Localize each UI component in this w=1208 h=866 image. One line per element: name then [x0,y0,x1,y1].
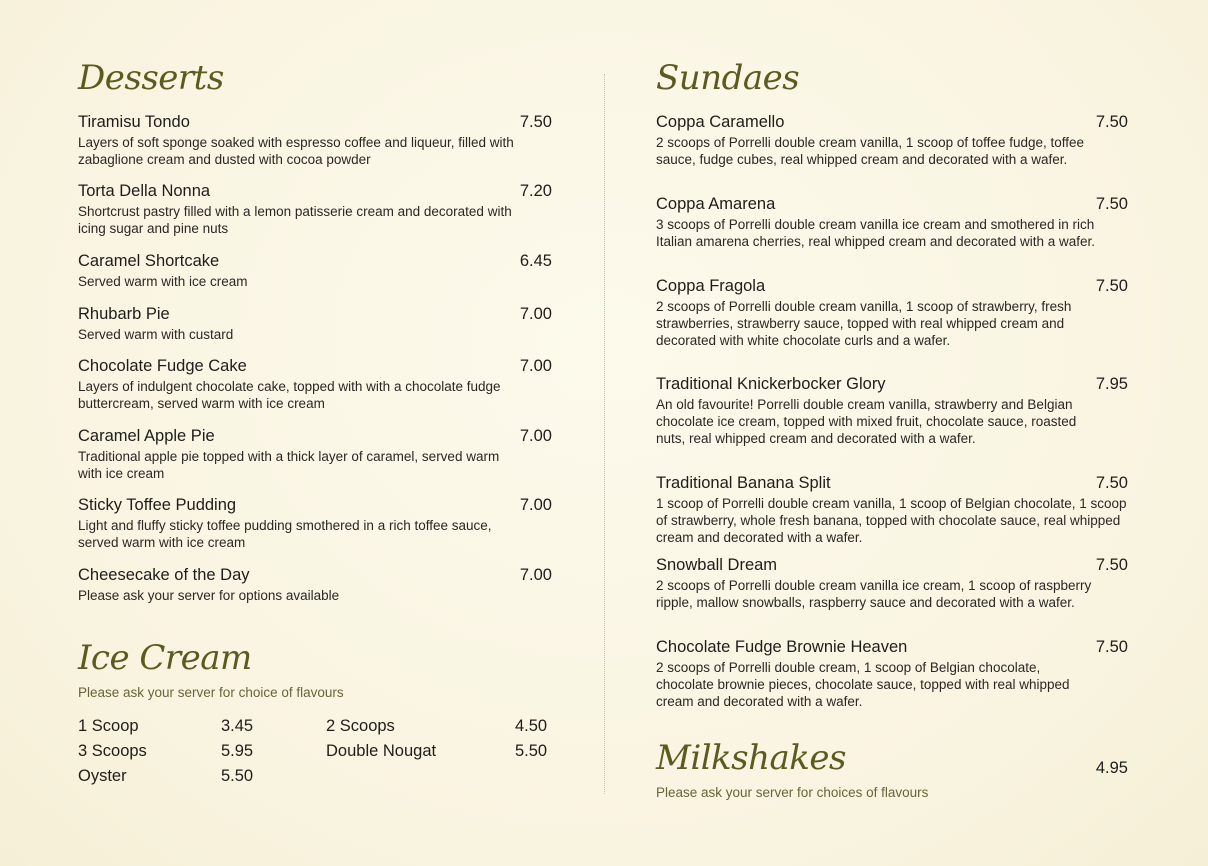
item-description: Traditional apple pie topped with a thick layer of caramel, served warm with ice cream [78,449,500,481]
menu-item [78,565,552,604]
menu-item [656,473,1128,546]
item-price: 7.00 [519,357,552,375]
item-price: 6.45 [519,252,552,270]
ice-cream-option-price: 5.95 [221,742,254,760]
ice-cream-option-price: 5.50 [221,767,254,785]
item-name: Torta Della Nonna [78,182,211,200]
item-price: 7.95 [1095,375,1128,393]
item-description: Please ask your server for options available [78,588,340,603]
item-name: Cheesecake of the Day [78,566,250,584]
ice-cream-option-name: 3 Scoops [78,742,147,760]
menu-item [656,555,1128,611]
item-name: Traditional Knickerbocker Glory [656,375,886,393]
menu-item [78,251,552,290]
item-price: 7.50 [1095,277,1128,295]
item-name: Chocolate Fudge Cake [78,357,247,375]
item-price: 7.00 [519,566,552,584]
item-name: Rhubarb Pie [78,305,170,323]
milkshakes-note: Please ask your server for choices of flavours [656,785,929,800]
ice-cream-option-price: 5.50 [515,742,548,760]
item-price: 7.50 [1095,556,1128,574]
milkshakes-heading: Milkshakes [656,738,846,778]
desserts-heading: Desserts [78,58,224,98]
item-name: Coppa Caramello [656,113,785,131]
item-name: Caramel Apple Pie [78,427,215,445]
menu-item [656,276,1128,349]
menu-item [656,637,1128,710]
menu-item [78,495,552,551]
item-description: An old favourite! Porrelli double cream vanilla, strawberry and Belgian chocolate ice cream, topped with mixed fruit, chocolate sauce, roasted nuts, real whipped cream and decorated with a wafer. [656,397,1077,446]
item-price: 7.50 [1095,474,1128,492]
item-description: Served warm with custard [78,327,234,342]
ice-cream-note: Please ask your server for choice of flavours [78,685,344,700]
item-name: Sticky Toffee Pudding [78,496,237,514]
item-name: Coppa Fragola [656,277,766,295]
menu-item [656,374,1128,447]
milkshakes-price: 4.95 [1095,759,1128,777]
item-price: 7.00 [519,496,552,514]
menu-item [656,112,1128,168]
ice-cream-option-name: Double Nougat [326,742,437,760]
item-description: Light and fluffy sticky toffee pudding smothered in a rich toffee sauce, served warm with ice cream [78,518,492,550]
menu-item [78,426,552,482]
item-name: Coppa Amarena [656,195,776,213]
menu-item [78,356,552,412]
item-price: 7.50 [1095,195,1128,213]
item-price: 7.50 [519,113,552,131]
menu-item [78,112,552,168]
item-description: 2 scoops of Porrelli double cream, 1 scoop of Belgian chocolate, chocolate brownie pieces, chocolate sauce, topped with real whipped cream and decorated with a wafer. [656,660,1070,709]
item-price: 7.20 [519,182,552,200]
item-description: Layers of indulgent chocolate cake, topped with with a chocolate fudge buttercream, served warm with ice cream [78,379,501,411]
ice-cream-option-price: 4.50 [515,717,548,735]
item-name: Caramel Shortcake [78,252,220,270]
ice-cream-option-name: 1 Scoop [78,717,139,735]
item-price: 7.50 [1095,113,1128,131]
item-price: 7.00 [519,427,552,445]
item-price: 7.00 [519,305,552,323]
item-description: 2 scoops of Porrelli double cream vanilla, 1 scoop of strawberry, fresh strawberries, strawberry sauce, topped with real whipped cream and decorated with white chocolate curls and a wafer. [656,299,1072,348]
item-description: 2 scoops of Porrelli double cream vanilla, 1 scoop of toffee fudge, toffee sauce, fudge cubes, real whipped cream and decorated with a wafer. [656,135,1085,167]
item-description: Shortcrust pastry filled with a lemon patisserie cream and decorated with icing sugar and pine nuts [78,204,512,236]
ice-cream-option-name: Oyster [78,767,127,785]
item-name: Snowball Dream [656,556,778,574]
sundaes-heading: Sundaes [656,58,800,98]
menu-item [656,194,1128,250]
ice-cream-heading: Ice Cream [78,638,252,678]
item-name: Traditional Banana Split [656,474,831,492]
column-divider [604,74,605,794]
item-name: Chocolate Fudge Brownie Heaven [656,638,908,656]
item-description: 1 scoop of Porrelli double cream vanilla, 1 scoop of Belgian chocolate, 1 scoop of strawberry, whole fresh banana, topped with chocolate sauce, real whipped cream and decorated with a wafer. [656,496,1127,545]
menu-item [78,304,552,343]
menu-item [78,181,552,237]
item-description: 2 scoops of Porrelli double cream vanilla ice cream, 1 scoop of raspberry ripple, mallow snowballs, raspberry sauce and decorated with a wafer. [656,578,1092,610]
item-description: Served warm with ice cream [78,274,248,289]
item-description: Layers of soft sponge soaked with espresso coffee and liqueur, filled with zabaglione cream and dusted with cocoa powder [78,135,514,167]
ice-cream-option-name: 2 Scoops [326,717,395,735]
ice-cream-option-price: 3.45 [221,717,254,735]
item-description: 3 scoops of Porrelli double cream vanilla ice cream and smothered in rich Italian amarena cherries, real whipped cream and decorated with a wafer. [656,217,1095,249]
item-price: 7.50 [1095,638,1128,656]
item-name: Tiramisu Tondo [78,113,190,131]
